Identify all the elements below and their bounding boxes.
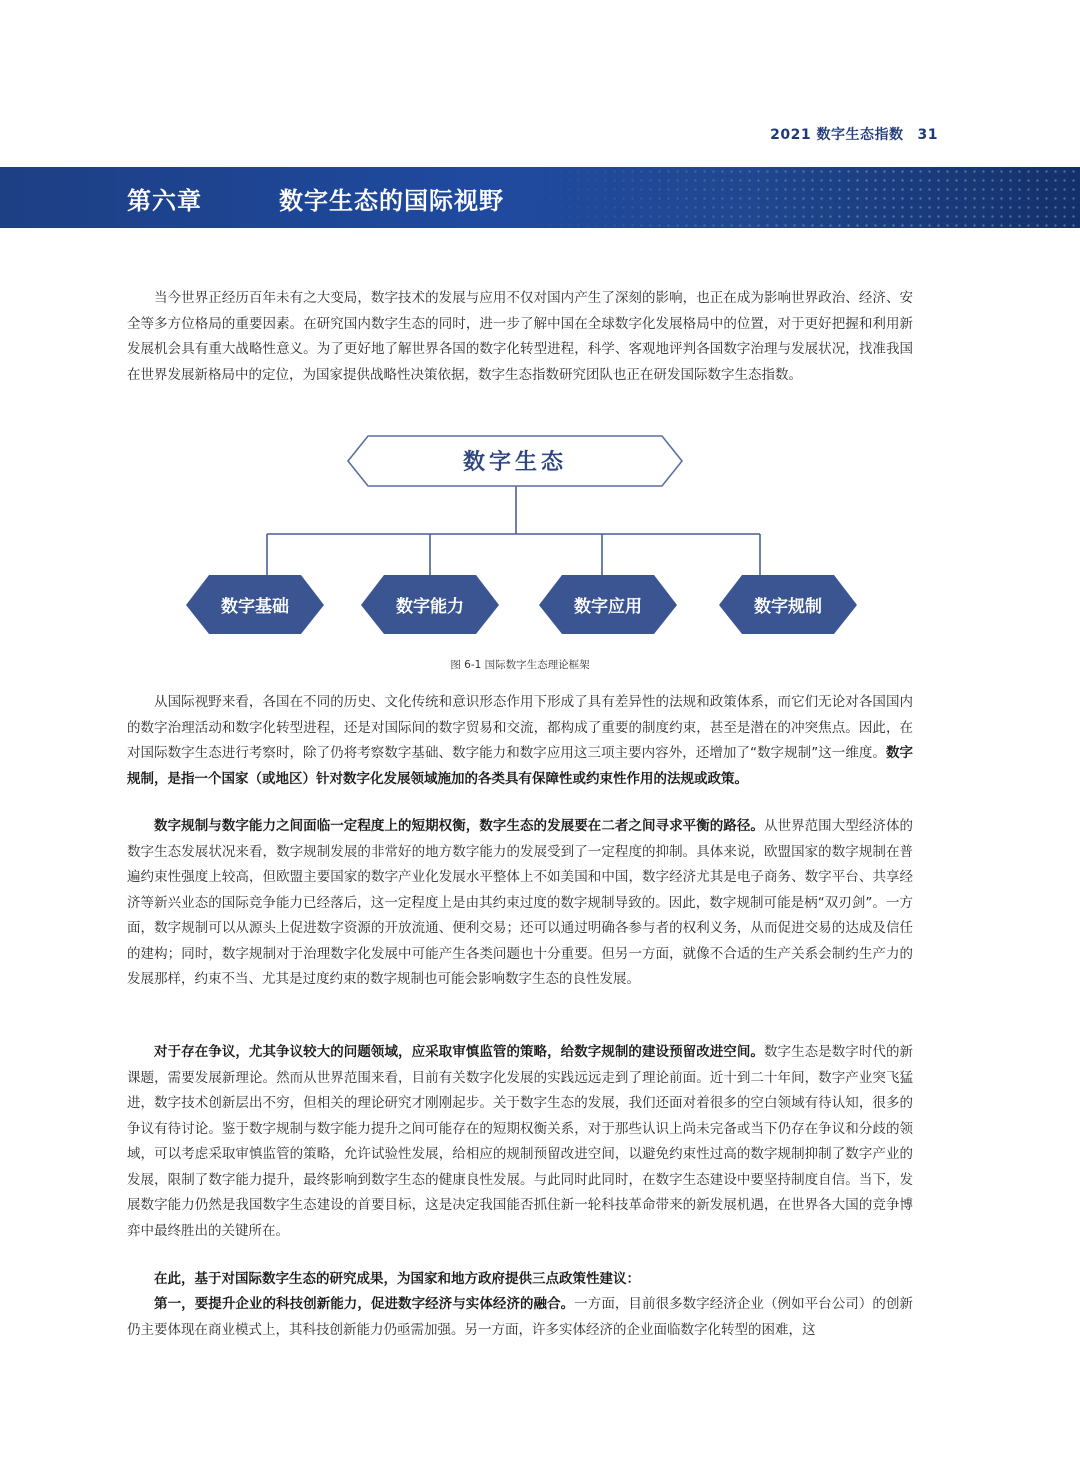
paragraph-bold-text: 第一，要提升企业的科技创新能力，促进数字经济与实体经济的融合。 [154,1296,575,1312]
figure-caption: 图 6-1 国际数字生态理论框架 [450,659,590,671]
paragraph-bold-text: 数字规制与数字能力之间面临一定程度上的短期权衡，数字生态的发展要在二者之间寻求平衡的路径。 [154,818,764,834]
paragraph-text: 从世界范围大型经济体的数字生态发展状况来看，数字规制发展的非常好的地方数字能力的发展受到了一定程度的抑制。具体来说，欧盟国家的数字规制在普遍约束性强度上较高，但欧盟主要国家的数字产业化发展水平整体上不如美国和中国，数字经济尤其是电子商务、数字平台、共享经济等新兴业态的国际竞争能力已经落后，这一定程度上是由其约束过度的数字规制导致的。因此，数字规制可能是柄“双刃剑”。一方面，数字规制可以从源头上促进数字资源的开放流通、便利交易；还可以通过明确各参与者的权利义务，从而促进交易的达成及信任的建构；同时，数字规制对于治理数字化发展中可能产生各类问题也十分重要。但另一方面，就像不合适的生产关系会制约生产力的发展那样，约束不当、尤其是过度约束的数字规制也可能会影响数字生态的良性发展。 [127,818,914,987]
chapter-number: 第六章 [127,187,202,215]
child-node-label: 数字基础 [221,597,289,617]
child-node-label: 数字应用 [574,597,642,617]
child-node-label: 数字能力 [396,597,464,617]
paragraph-bold-text: 在此，基于对国际数字生态的研究成果，为国家和地方政府提供三点政策性建议： [154,1271,640,1287]
paragraph-regulation-definition [127,690,913,792]
paragraph-policy-intro [127,1267,913,1293]
chapter-title: 数字生态的国际视野 [279,187,504,215]
dot-pattern-decoration [520,167,1080,228]
framework-diagram-svg [170,430,870,650]
chapter-banner [0,167,1080,228]
intro-text: 当今世界正经历百年未有之大变局，数字技术的发展与应用不仅对国内产生了深刻的影响，也正在成为影响世界政治、经济、安全等多方位格局的重要因素。在研究国内数字生态的同时，进一步了解中国在全球数字化发展格局中的位置，对于更好把握和利用新发展机会具有重大战略性意义。为了更好地了解世界各国的数字化转型进程，科学、客观地评判各国数字治理与发展状况，找准我国在世界发展新格局中的定位，为国家提供战略性决策依据，数字生态指数研究团队也正在研发国际数字生态指数。 [127,290,913,383]
page-header [770,124,938,144]
framework-diagram [170,430,870,650]
child-node-3 [539,575,677,634]
child-node-4 [719,575,857,634]
paragraph-prudent-regulation [127,1040,913,1244]
paragraph-text: 数字生态是数字时代的新课题，需要发展新理论。然而从世界范围来看，目前有关数字化发展的实践远远走到了理论前面。近十到二十年间，数字产业突飞猛进，数字技术创新层出不穷，但相关的理论研究才刚刚起步。关于数字生态的发展，我们还面对着很多的空白领域有待认知，很多的争议有待讨论。鉴于数字规制与数字能力提升之间可能存在的短期权衡关系，对于那些认识上尚未完备或当下仍存在争议和分歧的领域，可以考虑采取审慎监管的策略，允许试验性发展，给相应的规制预留改进空间，以避免约束性过高的数字规制抑制了数字产业的发展，限制了数字能力提升，最终影响到数字生态的健康良性发展。与此同时此同时，在数字生态建设中要坚持制度自信。当下，发展数字能力仍然是我国数字生态建设的首要目标，这是决定我国能否抓住新一轮科技革命带来的新发展机遇，在世界各大国的竞争博弈中最终胜出的关键所在。 [127,1044,914,1239]
root-node [348,436,682,486]
child-node-1 [186,575,324,634]
paragraph-bold-text: 数字规制，是指一个国家（或地区）针对数字化发展领域施加的各类具有保障性或约束性作用的法规或政策。 [127,745,913,787]
paragraph-tradeoff [127,814,913,993]
report-title: 2021 数字生态指数 [770,127,904,143]
child-node-2 [361,575,499,634]
paragraph-text: 一方面，目前很多数字经济企业（例如平台公司）的创新仍主要体现在商业模式上，其科技创新能力仍亟需加强。另一方面，许多实体经济的企业面临数字化转型的困难，这 [127,1296,914,1338]
paragraph-text: 从国际视野来看，各国在不同的历史、文化传统和意识形态作用下形成了具有差异性的法规和政策体系，而它们无论对各国国内的数字治理活动和数字化转型进程，还是对国际间的数字贸易和交流，都构成了重要的制度约束，甚至是潜在的冲突焦点。因此，在对国际数字生态进行考察时，除了仍将考察数字基础、数字能力和数字应用这三项主要内容外，还增加了“数字规制”这一维度。 [127,694,913,761]
connector-lines [267,486,760,576]
paragraph-policy-first [127,1292,913,1343]
paragraph-bold-text: 对于存在争议，尤其争议较大的问题领域，应采取审慎监管的策略，给数字规制的建设预留改进空间。 [154,1044,764,1060]
child-node-label: 数字规制 [754,597,822,617]
page-number: 31 [917,127,938,143]
root-node-label: 数字生态 [462,450,568,475]
intro-paragraph [127,286,913,388]
